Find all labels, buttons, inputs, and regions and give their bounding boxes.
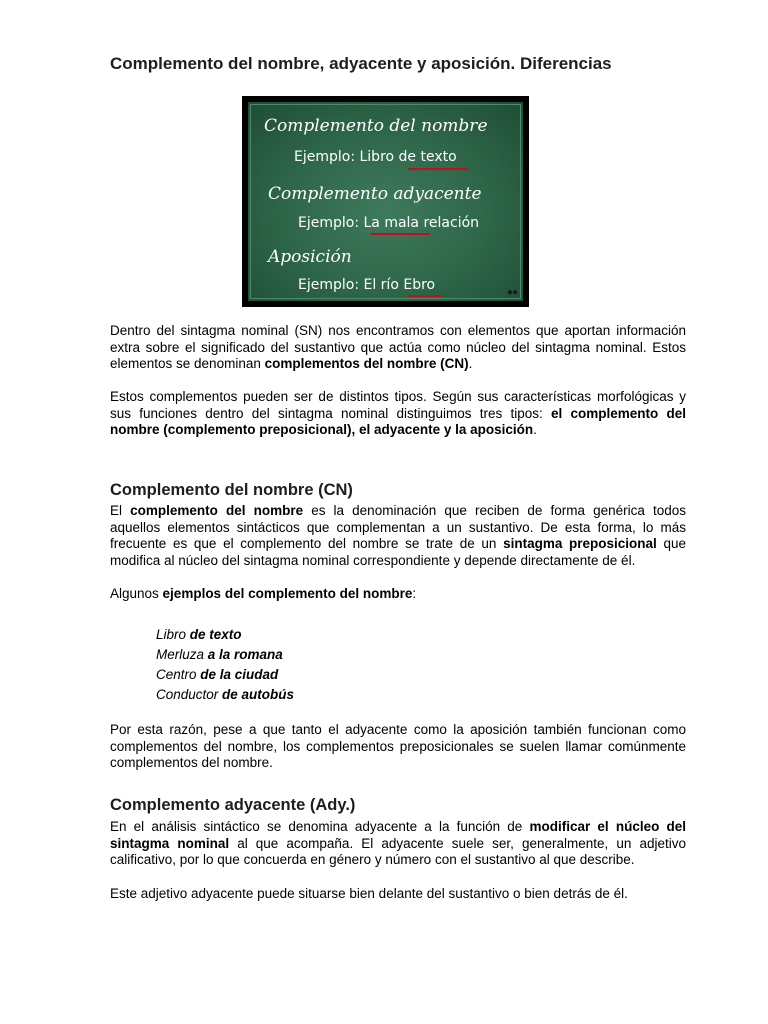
board-heading-complemento-nombre: Complemento del nombre [264,116,488,136]
cn-p1-c: es la denominación que reciben de forma genérica todos aquellos elementos sintácticos que complementan a un sustantivo. De esta forma, lo más frecuente es que el complemento del nombre se trate de un [110,503,686,551]
example-noun: Centro [156,667,201,682]
ady-paragraph-1 [110,819,686,869]
example-complement: de autobús [222,687,295,702]
example-noun: Libro [156,627,190,642]
cn-p1-d: sintagma preposicional [503,536,657,551]
board-example-2 [298,215,479,231]
ady-p1-a: En el análisis sintáctico se denomina adyacente a la función de [110,819,530,834]
example-complement: a la romana [207,647,283,662]
cn-p1-b: complemento del nombre [130,503,304,518]
board-example-2-marked: La mala [363,215,420,231]
ady-paragraph-2: Este adjetivo adyacente puede situarse bien delante del sustantivo o bien detrás de él. [110,886,628,901]
chalkboard-eraser-icon: ●● [506,287,517,298]
board-example-2-prefix: Ejemplo: [298,215,364,231]
example-complement: de la ciudad [200,667,279,682]
cn-p2-c: : [412,586,417,601]
intro-p2-end: . [533,422,537,437]
intro-paragraph-1 [110,323,686,373]
intro-p2-text: Estos complementos pueden ser de distintos tipos. Según sus características morfológicas y sus funciones dentro del sintagma nominal distinguimos tres tipos: [110,389,686,421]
heading-adyacente: Complemento adyacente (Ady.) [110,796,356,814]
board-example-3-prefix: Ejemplo: El río [298,277,404,293]
board-underline-1 [408,168,468,170]
board-example-2-suffix: relación [419,215,480,231]
board-example-1-prefix: Ejemplo: Libro [294,149,399,165]
board-example-1 [294,149,457,165]
intro-p1-end: . [468,356,473,371]
list-item [156,665,294,685]
list-item [156,685,294,705]
cn-p2-b: ejemplos del complemento del nombre [162,586,413,601]
intro-p2-bold: el complemento del nombre (complemento preposicional), el adyacente y la aposición [110,405,686,437]
cn-paragraph-2 [110,586,686,603]
page-title: Complemento del nombre, adyacente y aposición. Diferencias [110,54,612,73]
heading-complemento-nombre: Complemento del nombre (CN) [110,481,353,499]
board-heading-adyacente: Complemento adyacente [268,184,482,204]
intro-paragraph-2 [110,389,686,439]
example-noun: Merluza [156,647,208,662]
intro-p1-text: Dentro del sintagma nominal (SN) nos encontramos con elementos que aportan información extra sobre el significado del sustantivo que actúa como núcleo del sintagma nominal. Estos elementos se denominan [110,323,686,371]
cn-paragraph-3: Por esta razón, pese a que tanto el adyacente como la aposición también funcionan como complementos del nombre, los complementos preposicionales se suelen llamar comúnmente complementos del nombre. [110,722,686,770]
example-complement: de texto [189,627,242,642]
cn-paragraph-1 [110,503,686,569]
list-item [156,625,294,645]
chalkboard-illustration [242,96,529,307]
ady-p1-b: modificar el núcleo del sintagma nominal [110,819,686,851]
board-underline-3 [408,295,442,297]
cn-p2-a: Algunos [110,586,163,601]
board-example-1-marked: de texto [398,149,457,165]
board-example-3 [298,277,435,293]
cn-examples-list [156,625,294,705]
board-underline-2 [370,233,430,235]
board-heading-aposicion: Aposición [268,247,352,267]
intro-p1-bold: complementos del nombre (CN) [264,356,469,371]
cn-p1-a: El [110,503,131,518]
example-noun: Conductor [156,687,223,702]
board-example-3-marked: Ebro [403,277,436,293]
list-item [156,645,294,665]
ady-p1-c: al que acompaña. El adyacente suele ser, generalmente, un adjetivo calificativo, por lo que concuerda en género y número con el sustantivo al que describe. [110,835,686,867]
cn-p1-e: que modifica al núcleo del sintagma nominal correspondiente y depende directamente de él. [110,536,687,568]
